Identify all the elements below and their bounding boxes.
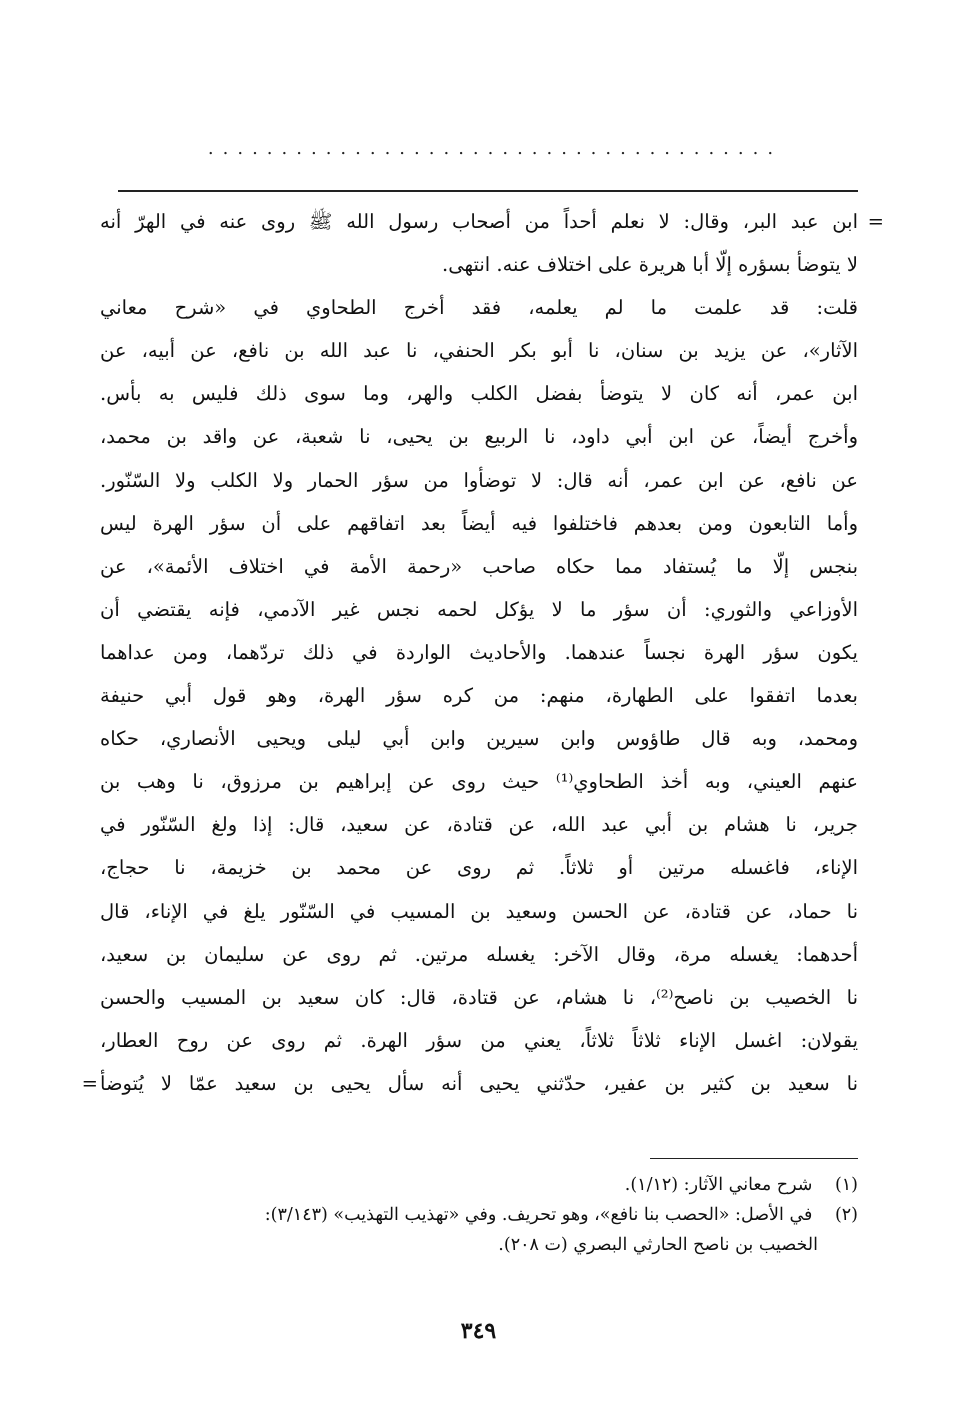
main-text [81,200,884,1105]
text-line: وأما التابعون ومن بعدهم فاختلفوا فيه أيضاً بعد اتفاقهم على أن سؤر الهرة ليس [100,511,858,535]
footnote-number: (٢) [834,1205,858,1225]
text-line: نا حماد، عن قتادة، عن الحسن وسعيد بن المسيب في السّنّور يلغ في الإناء، قال [100,899,858,923]
text-line: بنجس إلّا ما يُستفاد مما حكاه صاحب «رحمة الأمة في اختلاف الأئمة»، عن [100,554,858,578]
footnote-continuation: الخصيب بن ناصح الحارثي البصري (ت ٢٠٨). [498,1235,818,1255]
text-line: جرير، نا هشام بن أبي عبد الله، عن قتادة، عن سعيد، قال: إذا ولغ السّنّور في [100,813,858,837]
text-line: وأخرج أيضاً، عن ابن أبي داود، نا الربيع بن يحيى، نا شعبة، عن واقد بن محمد، [100,425,858,449]
text-line: نا الخصيب بن ناصح⁽²⁾، نا هشام، عن قتادة، قال: كان سعيد بن المسيب والحسن [100,985,858,1009]
footnotes [100,1170,858,1260]
footnote-text: شرح معاني الآثار: (١/١٢). [624,1175,813,1195]
text-line: عنهم العيني، وبه أخذ الطحاوي⁽¹⁾ حيث روى عن إبراهيم بن مرزوق، نا وهب بن [100,770,858,794]
text-line: لا يتوضأ بسؤره إلّا أبا هريرة على اختلاف عنه. انتهى. [442,253,858,277]
footnote-rule [650,1158,858,1159]
text-line: نا سعيد بن كثير بن عفير، حدّثني يحيى أنه سأل يحيى بن سعيد عمّا لا يُتوضأ = [100,1062,858,1105]
footnote-text: في الأصل: «الحصب بنا نافع»، وهو تحريف. وفي «تهذيب التهذيب» (٣/١٤٣): [264,1205,813,1225]
text-line: بعدما اتفقوا على الطهارة، منهم: من كره سؤر الهرة، وهو قول أبي حنيفة [100,684,858,708]
text-line: أحدهما: يغسله مرة، وقال الآخر: يغسله مرتين. ثم روى عن سليمان بن سعيد، [100,942,858,966]
footnote-number: (١) [834,1175,858,1195]
text-line: الإناء، فاغسله مرتين أو ثلاثاً. ثم روى عن محمد بن خزيمة، نا حجاج، [100,856,858,880]
page-number: ٣٤٩ [460,1318,497,1344]
text-line: يقولان: اغسل الإناء ثلاثاً ثلاثاً، يعني من سؤر الهرة. ثم روى عن روح العطار، [100,1028,858,1052]
text-line: يكون سؤر الهرة نجساً عندهما. والأحاديث الواردة في ذلك تردّهما، ومن عداهما [100,640,858,664]
text-line: الآثار»، عن يزيد بن سنان، نا أبو بكر الحنفي، نا عبد الله بن نافع، عن أبيه، عن [100,339,858,363]
text-line: = ابن عبد البر، وقال: لا نعلم أحداً من أصحاب رسول الله ﷺ روى عنه في الهرّ أنه [100,200,858,243]
header-dotted-line: ....................................... [207,138,783,159]
header-rule [118,190,858,192]
text-line: الأوزاعي والثوري: أن سؤر ما لا يؤكل لحمه نجس غير الآدمي، فإنه يقتضي أن [100,597,858,621]
continuation-marker-start: = [867,210,884,233]
text-line: ابن عمر، أنه كان لا يتوضأ بفضل الكلب والهر، وما سوى ذلك فليس به بأس. [100,382,858,406]
text-line: عن نافع، عن ابن عمر، أنه قال: لا توضأوا من سؤر الحمار ولا الكلب ولا السّنّور. [100,468,858,492]
continuation-marker-end: = [81,1071,98,1095]
footnote-item [100,1200,858,1230]
text-line: ومحمد، وبه قال طاؤوس وابن سيرين وابن أبي ليلى ويحيى الأنصاري، حكاه [100,727,858,751]
text-line: قلت: قد علمت ما لم يعلمه، فقد أخرج الطحاوي في «شرح معاني [100,296,858,320]
footnote-item [100,1170,858,1200]
